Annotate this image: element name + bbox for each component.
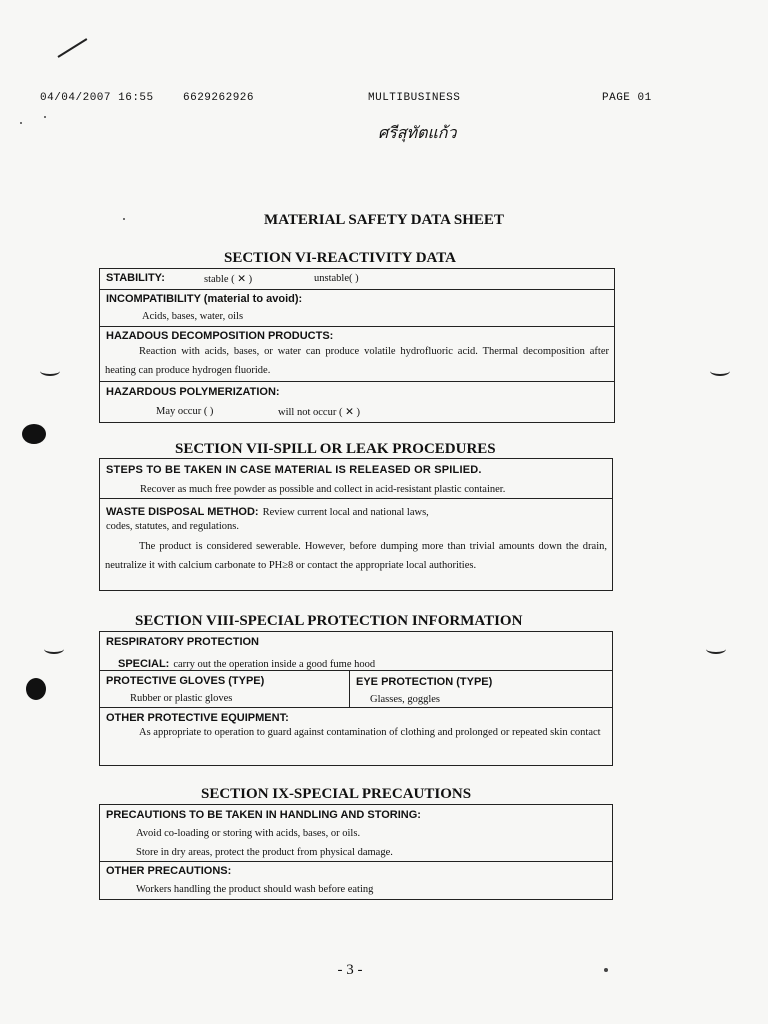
spill-steps-label: STEPS TO BE TAKEN IN CASE MATERIAL IS RELEASED OR SPILIED. [106, 464, 482, 476]
handling-label: PRECAUTIONS TO BE TAKEN IN HANDLING AND STORING: [106, 809, 421, 821]
incompatibility-row [100, 290, 614, 327]
waste-disposal-row [100, 499, 612, 592]
fax-page: PAGE 01 [602, 92, 652, 104]
other-protective-label: OTHER PROTECTIVE EQUIPMENT: [106, 712, 289, 724]
section-7-table [99, 458, 613, 591]
waste-disposal-text-1: Review current local and national laws, [262, 507, 429, 518]
section-6-table [99, 268, 615, 423]
fax-number: 6629262926 [183, 92, 255, 104]
other-precautions-text: Workers handling the product should wash before eating [136, 884, 374, 895]
gloves-cell [100, 671, 350, 708]
special-line [118, 654, 375, 672]
waste-disposal-text-3: The product is considered sewerable. However, before dumping more than trivial amounts down the drain, neutralize it with calcium carbonate to PH≥8 or contact the appropriate local authorities. [105, 541, 607, 571]
stability-row [100, 269, 614, 290]
speck [44, 116, 46, 118]
handling-text-1: Avoid co-loading or storing with acids, bases, or oils. [136, 828, 361, 839]
page-number: - 3 - [337, 962, 363, 978]
scan-mark-left-2 [44, 644, 64, 654]
handling-row [100, 805, 612, 862]
waste-disposal-text-2: codes, statutes, and regulations. [106, 521, 239, 532]
scan-mark-right-1 [710, 366, 730, 376]
punch-hole-top [22, 424, 46, 444]
document-title: MATERIAL SAFETY DATA SHEET [264, 212, 504, 228]
fax-date-time: 04/04/2007 16:55 [40, 92, 154, 104]
section-7-title: SECTION VII-SPILL OR LEAK PROCEDURES [175, 441, 496, 457]
respiratory-row [100, 632, 612, 671]
other-precautions-row [100, 862, 612, 901]
gloves-label: PROTECTIVE GLOVES (TYPE) [106, 675, 265, 687]
section-8-title: SECTION VIII-SPECIAL PROTECTION INFORMATION [135, 613, 523, 629]
decomposition-row [100, 327, 614, 382]
incompatibility-text: Acids, bases, water, oils [142, 311, 244, 322]
other-precautions-label: OTHER PRECAUTIONS: [106, 865, 232, 877]
decomposition-label: HAZADOUS DECOMPOSITION PRODUCTS: [106, 330, 334, 342]
waste-disposal-label: WASTE DISPOSAL METHOD: [106, 506, 259, 518]
handling-text-2: Store in dry areas, protect the product from physical damage. [136, 847, 393, 858]
gloves-text: Rubber or plastic gloves [130, 693, 233, 704]
spill-steps-row [100, 459, 612, 499]
respiratory-label: RESPIRATORY PROTECTION [106, 636, 260, 648]
other-protective-row [100, 708, 612, 765]
eye-protection-text: Glasses, goggles [370, 694, 440, 705]
section-9-title: SECTION IX-SPECIAL PRECAUTIONS [201, 786, 472, 802]
incompatibility-label: INCOMPATIBILITY (material to avoid): [106, 293, 303, 305]
punch-hole-bottom [26, 678, 46, 700]
stability-label: STABILITY: [106, 272, 165, 284]
scan-mark-left-1 [40, 366, 60, 376]
special-text: carry out the operation inside a good fume hood [173, 659, 376, 670]
decomposition-text: Reaction with acids, bases, or water can produce volatile hydrofluoric acid. Thermal decomposition after heating can produce hydrogen fluoride. [105, 346, 609, 376]
other-protective-text: As appropriate to operation to guard against contamination of clothing and prolonged or repeated skin contact [139, 727, 601, 738]
waste-disposal-line [106, 502, 429, 520]
handwritten-note: ศรีสุทัตแก้ว [378, 125, 457, 142]
polymerization-label: HAZARDOUS POLYMERIZATION: [106, 386, 280, 398]
polymerization-may-occur: May occur ( ) [156, 406, 214, 417]
gloves-eye-row [100, 671, 612, 708]
polymerization-will-not-occur: will not occur ( ✕ ) [278, 407, 360, 418]
special-label: SPECIAL: [118, 658, 170, 670]
pen-stroke [57, 38, 87, 58]
speck [20, 122, 22, 124]
stability-stable: stable ( ✕ ) [204, 274, 253, 285]
polymerization-row [100, 382, 614, 422]
spill-steps-text: Recover as much free powder as possible and collect in acid-resistant plastic container. [140, 484, 506, 495]
eye-protection-label: EYE PROTECTION (TYPE) [356, 676, 493, 688]
section-8-table [99, 631, 613, 766]
scan-mark-right-2 [706, 644, 726, 654]
fax-sender: MULTIBUSINESS [368, 92, 461, 104]
section-6-title: SECTION VI-REACTIVITY DATA [224, 250, 456, 266]
stability-unstable: unstable( ) [314, 273, 359, 284]
section-9-table [99, 804, 613, 900]
